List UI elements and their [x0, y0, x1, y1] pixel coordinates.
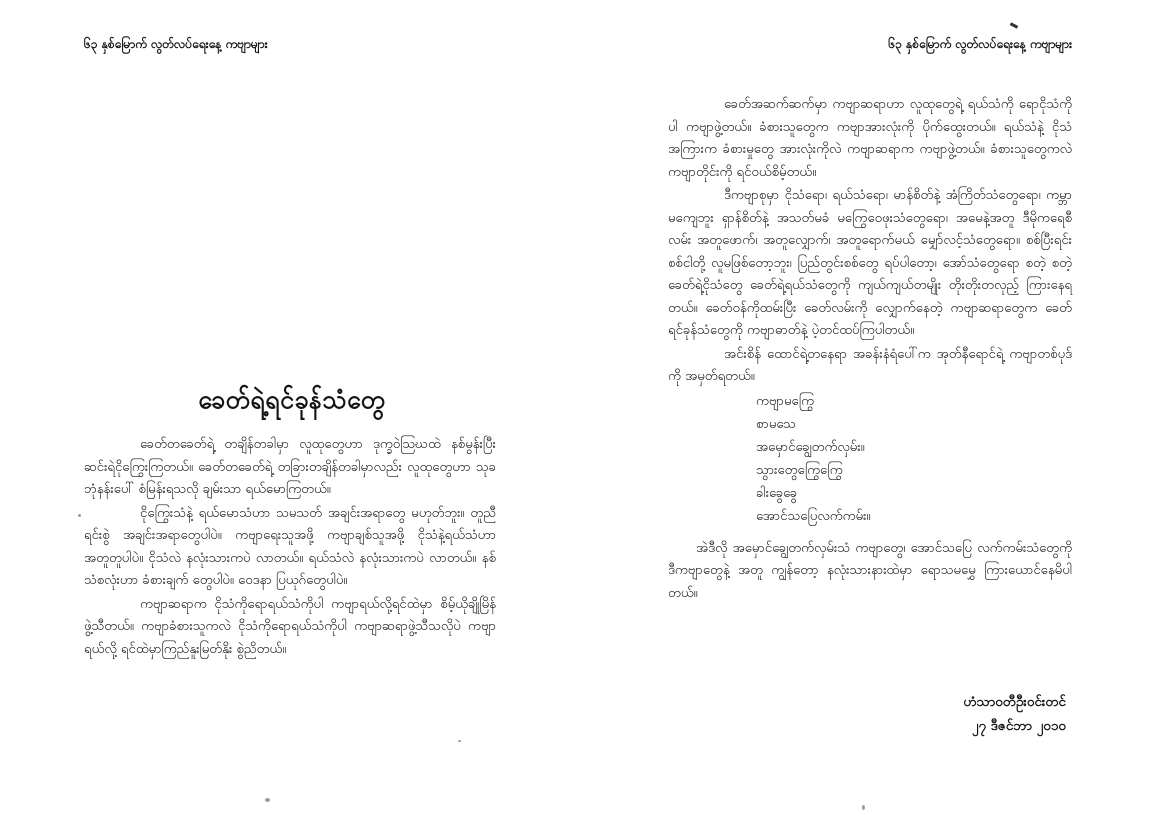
left-paragraph-2: ငိုကြွေးသံနဲ့ ရယ်မောသံဟာ သမသတ် အချင်းအရာတွေ မဟုတ်ဘူး။ တူညီရင်းစွဲ အချင်းအရာတွေပါပဲ။ ကဗျာရေးသူအဖို့ ကဗျာချစ်သူအဖို့ ငိုသံနဲ့ရယ်သံဟာ အတူတူပါပဲ။ ငိုသံလဲ နလုံးသားကပဲ လာတယ်။ ရယ်သံလဲ နလုံးသားကပဲ လာတယ်။ နစ်သံစလုံးဟာ ခံစားချက် တွေပါပဲ။ ဝေဒနာ ပြယုဂ်တွေပါပဲ။: [84, 505, 496, 588]
section-title: ခေတ်ရဲ့ရင်ခုန်သံတွေ: [198, 385, 386, 414]
author-name: ဟံသာဝတီဦးဝင်းတင်: [963, 694, 1066, 710]
poem-line: ကဗျာမကြွေ: [756, 393, 815, 409]
poem-line: စာမသေ: [756, 416, 796, 432]
left-paragraph-1: ခေတ်တခေတ်ရဲ့ တချိန်တခါမှာ လူထုတွေဟာ ဒုက္ခဝဲဩဃထဲ နစ်မွန်းပြီး ဆင်းရဲငိုကြွေးကြတယ်။ ခေတ်တခေတ်ရဲ့ တခြားတချိန်တခါမှာလည်း လူထုတွေဟာ သုခဘုံနန်းပေါ် စံမြန်းရသလို ချမ်းသာ ရယ်မောကြတယ်။: [84, 437, 496, 497]
scan-speck: [265, 798, 270, 802]
poem-line: သွားတွေကြွေကြွေ: [756, 462, 843, 478]
right-body-text: [668, 94, 1072, 605]
right-running-header: ၆၃ နှစ်မြောက် လွတ်လပ်ရေးနေ့ ကဗျာများ: [888, 37, 1072, 51]
closing-paragraph: အဲဒီလို အမှောင်ချွေတက်လှမ်းသံ ကဗျာတွေ၊ အောင်သပြေ လက်ကမ်းသံတွေကို ဒီကဗျာတွေနဲ့ အတူ ကျွန်တော့ နလုံးသားနားထဲမှာ ရောသမမွှေ ကြားယောင်နေမိပါတယ်။: [668, 540, 1072, 601]
left-body-text: [84, 434, 496, 662]
right-paragraph-3: အင်းစိန် ထောင်ရဲ့တနေရာ အခန်းနံရံပေါ်က အုတ်နီရောင်ရဲ့ ကဗျာတစ်ပုဒ်ကို အမှတ်ရတယ်။: [668, 346, 1072, 384]
right-page: [584, 0, 1168, 825]
poem-line: ခါးခွေခွေ: [756, 485, 798, 501]
signature-block: [963, 690, 1066, 738]
scan-speck: [862, 805, 865, 810]
right-paragraph-1: ခေတ်အဆက်ဆက်မှာ ကဗျာဆရာဟာ လူထုတွေရဲ့ ရယ်သံကို ရောငိုသံကိုပါ ကဗျာဖွဲ့တယ်။ ခံစားသူတွေက ကဗျာအားလုံးကို ပိုက်ထွေးတယ်။ ရယ်သံနဲ့ ငိုသံအကြားက ခံစားမှုတွေ အားလုံးကိုလဲ ကဗျာဆရာက ကဗျာဖွဲ့တယ်။ ခံစားသူတွေကလဲ ကဗျာတိုင်းကို ရင်ဝယ်စိမ့်တယ်။: [668, 97, 1072, 180]
signature-date: ၂၇ ဒီဇင်ဘာ ၂၀၁၀: [971, 718, 1066, 734]
scan-speck: [458, 740, 461, 742]
poem-line: အောင်သပြေလက်ကမ်း။: [756, 508, 871, 524]
poem-line: အမှောင်ချွေတက်လှမ်း။: [756, 439, 865, 455]
left-paragraph-3: ကဗျာဆရာက ငိုသံကိုရောရယ်သံကိုပါ ကဗျာရယ်လို့ရင်ထဲမှာ စိမ့်ယိုချိုမြိန် ဖွဲ့သီတယ်။ ကဗျာခံစားသူကလဲ ငိုသံကိုရောရယ်သံကိုပါ ကဗျာဆရာဖွဲ့သီသလိုပဲ ကဗျာရယ်လို့ ရင်ထဲမှာကြည်နူးမြတ်နိုး စွဲညိတယ်။: [84, 596, 496, 657]
right-paragraph-2: ဒီကဗျာစုမှာ ငိုသံရော၊ ရယ်သံရော၊ မာန်စိတ်နဲ့ အံကြိတ်သံတွေရော၊ ကမ္ဘာမကျေဘူး ရှာန်စိတ်နဲ့ အသတ်မခံ မကြွေဝေဖုးသံတွေရော၊ အမေနဲ့အတူ ဒီမိုကရေစီလမ်း အတူဖောက်၊ အတူလျှောက်၊ အတူရောက်မယ် မျှော်လင့်သံတွေရော။ စစ်ပြီးရင်းစစ်ငါတို့ လူမဖြစ်တော့ဘူး၊ ပြည်တွင်းစစ်တွေ ရပ်ပါတော့၊ အော်သံတွေရော စတဲ့ စတဲ့ ခေတ်ရဲ့ငိုသံတွေ ခေတ်ရဲ့ရယ်သံတွေကို ကျယ်ကျယ်တမျိုး တိုးတိုးတလုည့် ကြားနေရတယ်။ ခေတ်ဝန်ကိုထမ်းပြီး ခေတ်လမ်းကို လျှောက်နေတဲ့ ကဗျာဆရာတွေက ခေတ်ရင်ခုန်သံတွေကို ကဗျာဓာတ်နဲ့ ပဲ့တင်ထပ်ကြပါတယ်။: [668, 188, 1072, 338]
scan-speck: [78, 514, 81, 517]
quoted-poem: [668, 390, 1072, 528]
left-running-header: ၆၃ နှစ်မြောက် လွတ်လပ်ရေးနေ့ ကဗျာများ: [84, 37, 268, 51]
